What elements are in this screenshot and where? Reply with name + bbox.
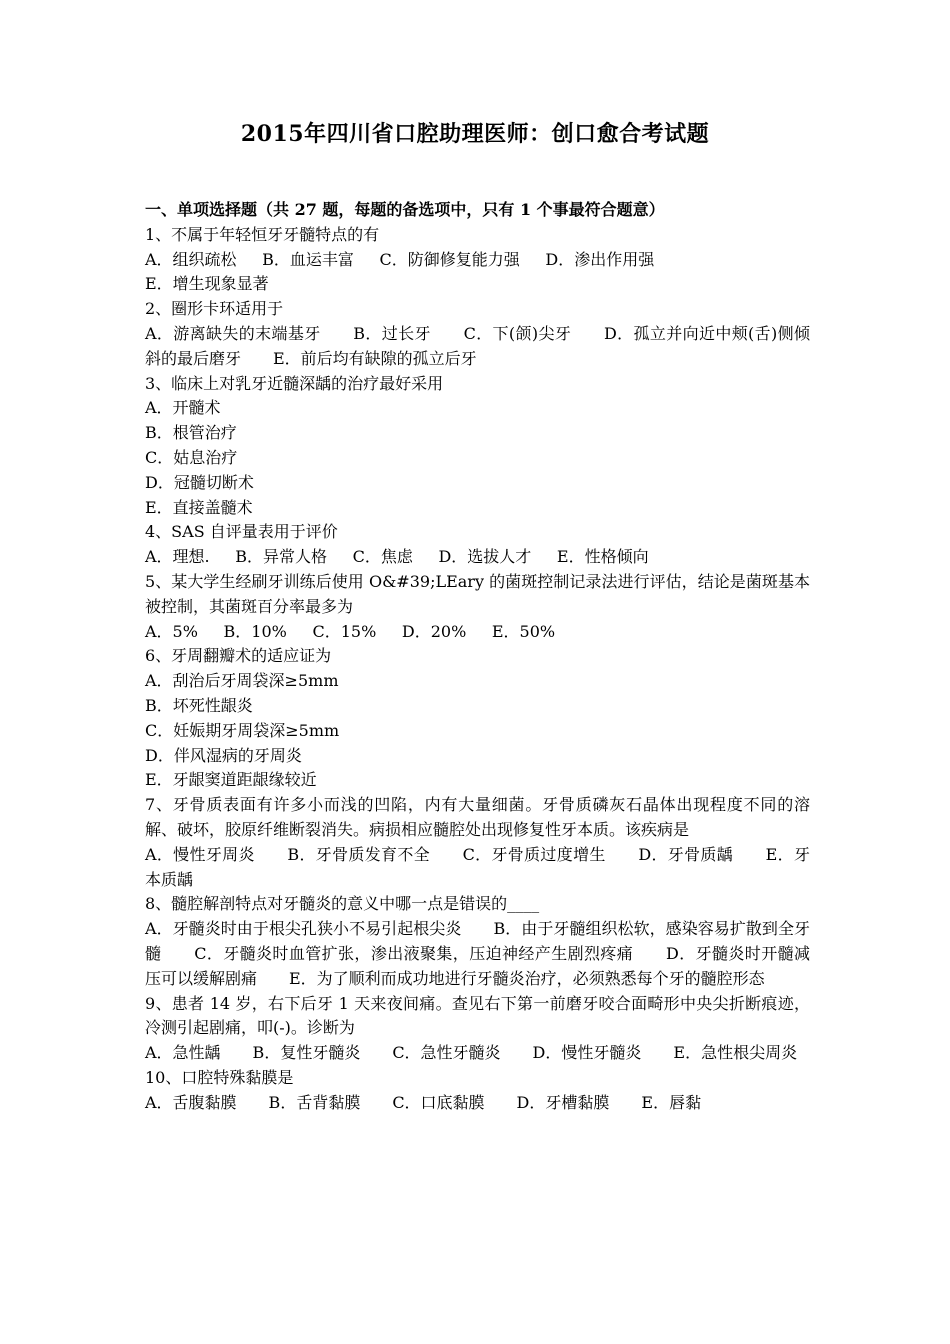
option: C．妊娠期牙周袋深≥5mm	[145, 720, 340, 740]
question-9-stem: 9、患者 14 岁，右下后牙 1 天来夜间痛。查见右下第一前磨牙咬合面畸形中央尖折断痕迹，冷测引起剧痛，叩(-)。诊断为	[145, 993, 810, 1038]
option: D．伴风湿病的牙周炎	[145, 745, 302, 765]
question-10-options: A．舌腹黏膜 B．舌背黏膜 C．口底黏膜 D．牙槽黏膜 E．唇黏	[145, 1092, 702, 1112]
question-3-stem: 3、临床上对乳牙近髓深龋的治疗最好采用	[145, 373, 444, 393]
question-8-options: A．牙髓炎时由于根尖孔狭小不易引起根尖炎 B．由于牙髓组织松软，感染容易扩散到全牙髓 C．牙髓炎时血管扩张，渗出液聚集，压迫神经产生剧烈疼痛 D．牙髓炎时开髓减压可以缓解剧痛 E．为了顺利而成功地进行牙髓炎治疗，必须熟悉每个牙的髓腔形态	[145, 919, 810, 988]
question-2-options: A．游离缺失的末端基牙 B．过长牙 C．下(颌)尖牙 D．孤立并向近中颊(舌)侧倾斜的最后磨牙 E．前后均有缺隙的孤立后牙	[145, 323, 810, 368]
section-heading: 一、单项选择题（共 27 题，每题的备选项中，只有 1 个事最符合题意）	[145, 200, 665, 219]
question-7-options: A．慢性牙周炎 B．牙骨质发育不全 C．牙骨质过度增生 D．牙骨质龋 E．牙本质龋	[145, 844, 810, 889]
option: D．20%	[401, 621, 467, 641]
question-6-stem: 6、牙周翻瓣术的适应证为	[145, 646, 332, 666]
document-body	[145, 198, 810, 1115]
question-5-stem: 5、某大学生经刷牙训练后使用 O&#39;LEary 的菌斑控制记录法进行评估，结论是菌斑基本被控制，其菌斑百分率最多为	[145, 571, 810, 616]
option: E．直接盖髓术	[145, 497, 253, 517]
question-7-stem: 7、牙骨质表面有许多小而浅的凹陷，内有大量细菌。牙骨质磷灰石晶体出现程度不同的溶解、破坏，胶原纤维断裂消失。病损相应髓腔处出现修复性牙本质。该疾病是	[145, 795, 810, 839]
option: D．选拔人才	[438, 547, 532, 567]
option: B．血运丰富	[262, 249, 354, 269]
question-2-stem: 2、圈形卡环适用于	[145, 299, 284, 319]
option: C．姑息治疗	[145, 447, 238, 467]
option: B．异常人格	[235, 547, 328, 567]
option: B．坏死性龈炎	[145, 695, 253, 715]
question-5-options	[145, 620, 810, 645]
option: D．渗出作用强	[545, 249, 655, 269]
option: E．50%	[491, 621, 556, 641]
option: C．焦虑	[352, 547, 413, 567]
question-1-options-cont: E．增生现象显著	[145, 274, 269, 294]
option: E．性格倾向	[556, 547, 649, 567]
option: A．刮治后牙周袋深≥5mm	[145, 671, 339, 691]
option: C．防御修复能力强	[379, 249, 520, 269]
option: A．组织疏松	[145, 249, 237, 269]
option: E．牙龈窦道距龈缘较近	[145, 770, 317, 790]
option: A．开髓术	[145, 398, 221, 418]
question-1-stem: 1、不属于年轻恒牙牙髓特点的有	[145, 224, 380, 244]
option: B．根管治疗	[145, 423, 237, 443]
question-9-options: A．急性龋 B．复性牙髓炎 C．急性牙髓炎 D．慢性牙髓炎 E．急性根尖周炎	[145, 1043, 798, 1063]
question-4-stem: 4、SAS 自评量表用于评价	[145, 522, 338, 542]
question-8-stem: 8、髓腔解剖特点对牙髓炎的意义中哪一点是错误的____	[145, 894, 540, 914]
question-10-stem: 10、口腔特殊黏膜是	[145, 1067, 294, 1087]
option: A．理想.	[145, 547, 210, 567]
question-4-options	[145, 545, 810, 570]
document-title: 2015年四川省口腔助理医师：创口愈合考试题	[240, 121, 710, 147]
question-1-options	[145, 248, 810, 273]
option: B．10%	[223, 621, 287, 641]
option: C．15%	[312, 621, 377, 641]
option: A．5%	[145, 621, 198, 641]
option: D．冠髓切断术	[145, 472, 254, 492]
